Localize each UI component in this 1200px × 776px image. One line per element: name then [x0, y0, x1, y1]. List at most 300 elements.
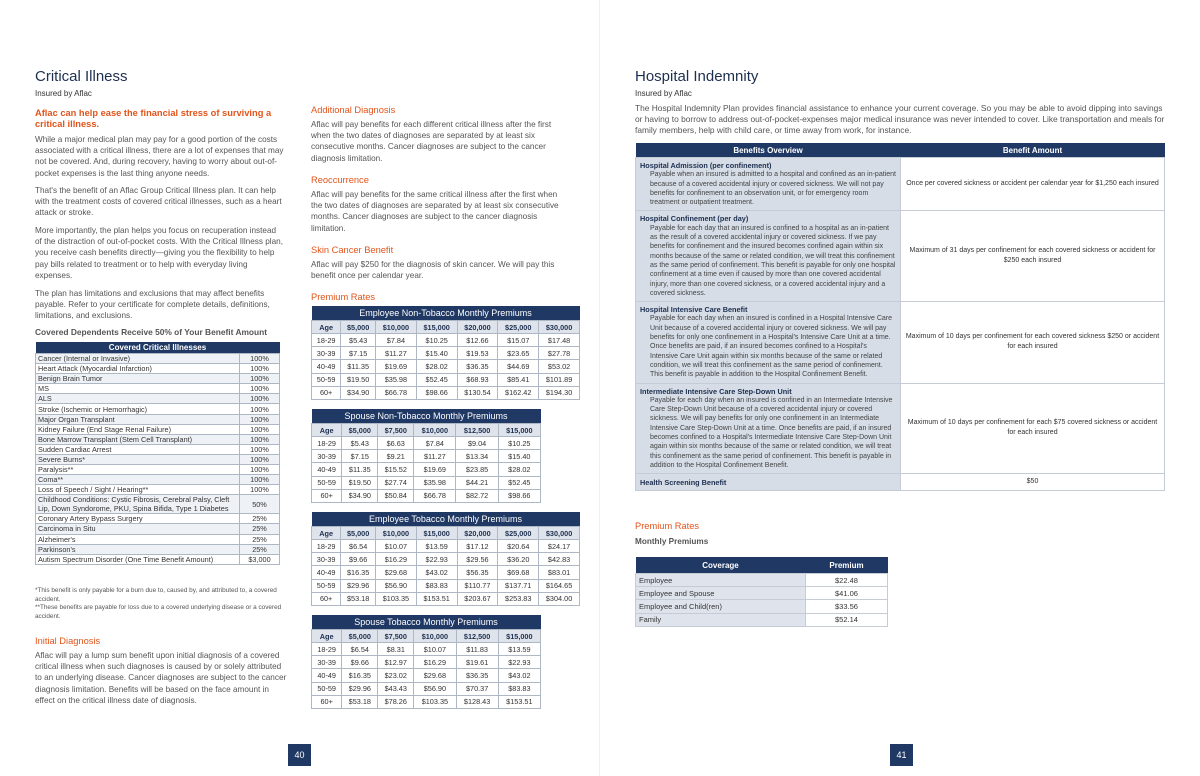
- ci-table-title: Covered Critical Illnesses: [36, 342, 280, 354]
- premium-value: $153.51: [498, 695, 540, 708]
- premium-value: $50.84: [378, 489, 414, 502]
- premium-value: $28.02: [498, 463, 540, 476]
- premium-value: $56.90: [414, 682, 456, 695]
- table-row: [36, 485, 280, 495]
- premium-value: $6.63: [378, 437, 414, 450]
- premium-value: $11.35: [341, 360, 376, 373]
- skin-cancer-title: Skin Cancer Benefit: [311, 245, 394, 255]
- benefit-amount: Maximum of 10 days per confinement for each $75 covered sickness or accident for each insured: [901, 383, 1165, 474]
- table-row: [636, 211, 1165, 302]
- reoccurrence-title: Reoccurrence: [311, 175, 369, 185]
- age-band: 50-59: [312, 476, 342, 489]
- premium-column-header: $10,000: [376, 527, 417, 540]
- illness-benefit-percent: 25%: [240, 524, 280, 534]
- skin-cancer-text: Aflac will pay $250 for the diagnosis of skin cancer. We will pay this benefit once per calendar year.: [311, 260, 555, 281]
- ci-paragraph-3: More importantly, the plan helps you focus on recuperation instead of the distraction of out-of-pocket costs. With the Critical Illness plan, you receive cash benefits directly—giving you the flexibility to help pay bills related to treatment or to help with everyday living expenses.: [35, 226, 284, 280]
- hospital-indemnity-intro: The Hospital Indemnity Plan provides financial assistance to enhance your current coverage. So you may be able to avoid dipping into savings or having to borrow to address out-of-pocket-expenses major medical insurance was never intended to cover. Like transportation and meals for family members, help with child care, or time away from work, for instance.: [635, 103, 1165, 136]
- premium-value: $78.26: [378, 695, 414, 708]
- premium-value: $98.66: [498, 489, 540, 502]
- premium-value: $83.83: [416, 579, 457, 592]
- premium-value: $29.68: [376, 566, 417, 579]
- table-row: [636, 158, 1165, 211]
- premium-value: $28.02: [416, 360, 457, 373]
- premium-value: $101.89: [539, 373, 580, 386]
- illness-name: ALS: [36, 394, 240, 404]
- premium-column-header: Age: [312, 321, 341, 334]
- premium-value: $44.21: [456, 476, 498, 489]
- premium-value: $11.83: [456, 643, 498, 656]
- premium-value: $34.90: [342, 489, 378, 502]
- premium-value: $8.31: [378, 643, 414, 656]
- illness-benefit-percent: 100%: [240, 374, 280, 384]
- premium-column-header: $7,500: [378, 630, 414, 643]
- premium-value: $164.65: [539, 579, 580, 592]
- page-number-40: 40: [288, 744, 311, 766]
- age-band: 40-49: [312, 566, 341, 579]
- premium-column-header: Age: [312, 527, 341, 540]
- premium-value: $7.84: [414, 437, 456, 450]
- premium-column-header: Age: [312, 424, 342, 437]
- premium-value: $12.97: [378, 656, 414, 669]
- table-row: [36, 374, 280, 384]
- premium-value: $9.04: [456, 437, 498, 450]
- table-row: [36, 475, 280, 485]
- ci-paragraph-4: The plan has limitations and exclusions that may affect benefits payable. Refer to your certificate for complete details, definitions, limitations, and exclusions.: [35, 289, 270, 321]
- coverage-premium: $22.48: [806, 574, 888, 587]
- illness-name: Alzheimer's: [36, 534, 240, 544]
- premium-table-title: Employee Tobacco Monthly Premiums: [312, 512, 580, 527]
- premium-column-header: Age: [312, 630, 342, 643]
- table-row: [312, 334, 580, 347]
- premium-value: $10.25: [498, 437, 540, 450]
- benefit-name: Intermediate Intensive Care Step-Down Unit: [640, 386, 792, 396]
- premium-value: $194.30: [539, 386, 580, 399]
- premium-column-header: $10,000: [376, 321, 417, 334]
- premium-value: $53.02: [539, 360, 580, 373]
- illness-name: Parkinson's: [36, 544, 240, 554]
- premium-value: $253.83: [498, 592, 539, 605]
- premium-value: $10.25: [416, 334, 457, 347]
- premium-value: $19.69: [414, 463, 456, 476]
- additional-diagnosis-title: Additional Diagnosis: [311, 105, 396, 115]
- premium-value: $153.51: [416, 592, 457, 605]
- illness-benefit-percent: 25%: [240, 544, 280, 554]
- page-gutter: [599, 0, 600, 776]
- initial-diagnosis-text: Aflac will pay a lump sum benefit upon initial diagnosis of a covered critical illness when such diagnoses is caused by or solely attributed to an underlying disease. Cancer diagnoses are subject to the cancer diagnosis limitation. Benefits will be based on the face amount in effect on the critical illness date of diagnosis.: [35, 651, 287, 705]
- premium-value: $69.68: [498, 566, 539, 579]
- benefit-description: Payable for each day that an insured is confined to a hospital as an in-patient as the result of a covered accidental injury or covered sickness. If we pay benefits for confinement and the insured becomes confined again within six months because of the same or related condition, we will treat this confinement as the same period of confinement. This benefit is payable for only one hospital confinement at a time even if caused by more than one covered accidental injury, more than one covered sickness, or a covered accidental injury and a covered sickness.: [650, 224, 896, 297]
- premium-value: $16.35: [341, 566, 376, 579]
- illness-benefit-percent: 100%: [240, 364, 280, 374]
- premium-table-title: Employee Non-Tobacco Monthly Premiums: [312, 306, 580, 321]
- illness-name: Paralysis**: [36, 465, 240, 475]
- table-row: [36, 454, 280, 464]
- premium-value: $29.56: [457, 553, 498, 566]
- footnote-burns: *This benefit is only payable for a burn due to, caused by, and attributed to, a covered accident.: [35, 587, 277, 603]
- illness-benefit-percent: 100%: [240, 384, 280, 394]
- illness-name: Childhood Conditions: Cystic Fibrosis, Cerebral Palsy, Cleft Lip, Down Syndorome, PKU, Spina Bifida, Type 1 Diabetes: [36, 495, 240, 514]
- premium-value: $56.90: [376, 579, 417, 592]
- coverage-premium: $33.56: [806, 600, 888, 613]
- initial-diagnosis-title: Initial Diagnosis: [35, 636, 101, 646]
- premium-value: $11.35: [342, 463, 378, 476]
- coverage-type: Family: [636, 613, 806, 626]
- illness-name: Major Organ Transplant: [36, 414, 240, 424]
- age-band: 18-29: [312, 334, 341, 347]
- premium-value: $11.27: [414, 450, 456, 463]
- table-row: [636, 474, 1165, 491]
- table-row: [36, 554, 280, 564]
- premium-value: $43.02: [416, 566, 457, 579]
- age-band: 50-59: [312, 373, 341, 386]
- premium-value: $137.71: [498, 579, 539, 592]
- benefit-amount: Maximum of 31 days per confinement for each covered sickness or accident for $250 each insured: [901, 211, 1165, 302]
- hi-premium-rates-title: Premium Rates: [635, 521, 700, 531]
- covered-dependents-heading: Covered Dependents Receive 50% of Your Benefit Amount: [35, 327, 268, 337]
- premium-value: $27.74: [378, 476, 414, 489]
- hospital-indemnity-insured-by: Insured by Aflac: [635, 89, 692, 98]
- illness-benefit-percent: 100%: [240, 354, 280, 364]
- benefit-description: Payable for each day when an insured is confined in a Hospital Intensive Care Unit because of a covered accidental injury or covered sickness. We will pay benefits for only one confinement in a Hospital's Intensive Care Unit at a time. Once benefits are paid, if an insured becomes confined to a Hospital's Intensive Care Unit again within six months because of the same or related condition, we will treat this confinement as the same period of confinement. This benefit is payable in addition to the Hospital Confinement Benefit.: [650, 315, 893, 379]
- table-row: [36, 394, 280, 404]
- age-band: 60+: [312, 592, 341, 605]
- premium-table: [311, 615, 541, 709]
- table-row: [312, 566, 580, 579]
- benefit-amount-header: Benefit Amount: [901, 143, 1165, 158]
- premium-value: $19.61: [456, 656, 498, 669]
- illness-name: Bone Marrow Transplant (Stem Cell Transplant): [36, 434, 240, 444]
- illness-benefit-percent: 25%: [240, 534, 280, 544]
- benefit-overview-cell: [636, 474, 901, 491]
- premium-column-header: $15,000: [416, 527, 457, 540]
- illness-benefit-percent: $3,000: [240, 554, 280, 564]
- table-row: [312, 669, 541, 682]
- hospital-indemnity-title: Hospital Indemnity: [635, 68, 759, 85]
- premium-value: $53.18: [342, 695, 378, 708]
- age-band: 40-49: [312, 669, 342, 682]
- premium-value: $29.68: [414, 669, 456, 682]
- benefit-amount: $50: [901, 474, 1165, 491]
- premium-value: $13.59: [416, 540, 457, 553]
- age-band: 30-39: [312, 553, 341, 566]
- premium-value: $43.02: [498, 669, 540, 682]
- premium-value: $11.27: [376, 347, 417, 360]
- premium-value: $98.66: [416, 386, 457, 399]
- ci-paragraph-1: While a major medical plan may pay for a good portion of the costs associated with a critical illness, there are a lot of expenses that may not be covered. And, during recovery, having to worry about out-of-pocket expenses is the last thing anyone needs.: [35, 135, 284, 178]
- table-row: [36, 544, 280, 554]
- premium-value: $24.17: [539, 540, 580, 553]
- premium-value: $6.54: [342, 643, 378, 656]
- premium-value: $68.93: [457, 373, 498, 386]
- premium-value: $82.72: [456, 489, 498, 502]
- illness-name: Autism Spectrum Disorder (One Time Benefit Amount): [36, 554, 240, 564]
- critical-illness-title: Critical Illness: [35, 68, 128, 85]
- table-row: [636, 600, 888, 613]
- illness-name: Loss of Speech / Sight / Hearing**: [36, 485, 240, 495]
- benefit-name: Hospital Admission (per confinement): [640, 161, 772, 170]
- age-band: 50-59: [312, 682, 342, 695]
- benefit-amount: Maximum of 10 days per confinement for each covered sickness $250 or accident for each insured: [901, 302, 1165, 383]
- premium-value: $15.40: [416, 347, 457, 360]
- illness-benefit-percent: 100%: [240, 424, 280, 434]
- premium-value: $44.69: [498, 360, 539, 373]
- illness-name: Kidney Failure (End Stage Renal Failure): [36, 424, 240, 434]
- table-row: [36, 495, 280, 514]
- age-band: 18-29: [312, 540, 341, 553]
- benefit-overview-cell: [636, 383, 901, 474]
- premium-column-header: $20,000: [457, 321, 498, 334]
- premium-value: $7.15: [341, 347, 376, 360]
- premium-value: $5.43: [341, 334, 376, 347]
- table-row: [36, 364, 280, 374]
- premium-column-header: $10,000: [414, 424, 456, 437]
- coverage-header: Coverage: [636, 557, 806, 574]
- premium-value: $5.43: [342, 437, 378, 450]
- premium-value: $35.98: [414, 476, 456, 489]
- premium-column-header: $30,000: [539, 321, 580, 334]
- premium-value: $15.07: [498, 334, 539, 347]
- table-row: [36, 404, 280, 414]
- coverage-type: Employee and Child(ren): [636, 600, 806, 613]
- table-row: [312, 437, 541, 450]
- premium-value: $13.59: [498, 643, 540, 656]
- premium-value: $27.78: [539, 347, 580, 360]
- table-row: [36, 534, 280, 544]
- premium-value: $17.12: [457, 540, 498, 553]
- table-row: [312, 489, 541, 502]
- illness-benefit-percent: 25%: [240, 514, 280, 524]
- premium-value: $16.29: [414, 656, 456, 669]
- premium-header: Premium: [806, 557, 888, 574]
- reoccurrence-text: Aflac will pay benefits for the same critical illness after the first when the two dates of diagnoses are separated by at least six consecutive months. Cancer diagnoses are subject to the cancer diagnosis limitation.: [311, 190, 559, 233]
- illness-benefit-percent: 100%: [240, 434, 280, 444]
- premium-value: $36.35: [456, 669, 498, 682]
- premium-value: $10.07: [414, 643, 456, 656]
- age-band: 60+: [312, 386, 341, 399]
- premium-value: $162.42: [498, 386, 539, 399]
- premium-value: $16.29: [376, 553, 417, 566]
- premium-value: $10.07: [376, 540, 417, 553]
- premium-value: $29.96: [341, 579, 376, 592]
- benefit-name: Hospital Confinement (per day): [640, 214, 749, 224]
- hospital-benefits-table: [635, 143, 1165, 491]
- illness-benefit-percent: 50%: [240, 495, 280, 514]
- illness-name: Cancer (Internal or Invasive): [36, 354, 240, 364]
- premium-value: $19.50: [341, 373, 376, 386]
- premium-value: $7.15: [342, 450, 378, 463]
- premium-column-header: $15,000: [416, 321, 457, 334]
- age-band: 40-49: [312, 463, 342, 476]
- premium-value: $22.93: [416, 553, 457, 566]
- premium-column-header: $5,000: [341, 527, 376, 540]
- table-row: [312, 540, 580, 553]
- additional-diagnosis-text: Aflac will pay benefits for each different critical illness after the first when the two dates of diagnoses are separated by at least six consecutive months. Cancer diagnoses are subject to the cancer diagnosis limitation.: [311, 120, 552, 163]
- illness-name: Benign Brain Tumor: [36, 374, 240, 384]
- premium-value: $19.50: [342, 476, 378, 489]
- table-row: [36, 444, 280, 454]
- illness-name: Coronary Artery Bypass Surgery: [36, 514, 240, 524]
- table-row: [36, 434, 280, 444]
- premium-value: $34.90: [341, 386, 376, 399]
- illness-benefit-percent: 100%: [240, 485, 280, 495]
- benefit-overview-cell: [636, 158, 901, 211]
- benefits-overview-header: Benefits Overview: [636, 143, 901, 158]
- premium-column-header: $5,000: [342, 630, 378, 643]
- benefit-name: Health Screening Benefit: [640, 477, 727, 487]
- premium-value: $22.93: [498, 656, 540, 669]
- premium-value: $110.77: [457, 579, 498, 592]
- premium-value: $13.34: [456, 450, 498, 463]
- premium-rates-title: Premium Rates: [311, 292, 376, 302]
- premium-value: $304.00: [539, 592, 580, 605]
- table-row: [312, 695, 541, 708]
- premium-value: $43.43: [378, 682, 414, 695]
- table-row: [312, 347, 580, 360]
- benefit-description: Payable when an insured is admitted to a hospital and confined as an in-patient because of a covered accidental injury or covered sickness. We will not pay benefits for confinement to an observation unit, or for emergency room treatment or outpatient treatment.: [650, 171, 896, 207]
- page-number-41: 41: [890, 744, 913, 766]
- premium-value: $128.43: [456, 695, 498, 708]
- premium-column-header: $12,500: [456, 630, 498, 643]
- premium-value: $23.85: [456, 463, 498, 476]
- premium-value: $103.35: [376, 592, 417, 605]
- benefit-name: Hospital Intensive Care Benefit: [640, 305, 748, 315]
- premium-value: $83.83: [498, 682, 540, 695]
- critical-illness-headline: Aflac can help ease the financial stress of surviving a critical illness.: [35, 108, 272, 129]
- premium-value: $52.45: [498, 476, 540, 489]
- coverage-premium: $52.14: [806, 613, 888, 626]
- age-band: 18-29: [312, 643, 342, 656]
- table-row: [312, 592, 580, 605]
- premium-value: $56.35: [457, 566, 498, 579]
- table-row: [312, 682, 541, 695]
- table-row: [36, 384, 280, 394]
- premium-table: [311, 512, 580, 606]
- premium-column-header: $15,000: [498, 424, 540, 437]
- benefit-overview-cell: [636, 211, 901, 302]
- premium-value: $9.21: [378, 450, 414, 463]
- premium-value: $23.02: [378, 669, 414, 682]
- premium-value: $20.64: [498, 540, 539, 553]
- coverage-type: Employee: [636, 574, 806, 587]
- age-band: 30-39: [312, 656, 342, 669]
- table-row: [636, 574, 888, 587]
- premium-value: $15.40: [498, 450, 540, 463]
- table-row: [312, 553, 580, 566]
- premium-value: $6.54: [341, 540, 376, 553]
- benefit-amount: Once per covered sickness or accident per calendar year for $1,250 each insured: [901, 158, 1165, 211]
- age-band: 30-39: [312, 450, 342, 463]
- table-row: [312, 476, 541, 489]
- premium-value: $53.18: [341, 592, 376, 605]
- table-row: [312, 386, 580, 399]
- illness-name: Coma**: [36, 475, 240, 485]
- premium-column-header: $5,000: [341, 321, 376, 334]
- premium-table-title: Spouse Tobacco Monthly Premiums: [312, 615, 541, 630]
- table-row: [36, 354, 280, 364]
- illness-benefit-percent: 100%: [240, 414, 280, 424]
- table-row: [36, 414, 280, 424]
- critical-illness-insured-by: Insured by Aflac: [35, 89, 92, 98]
- premium-column-header: $30,000: [539, 527, 580, 540]
- premium-value: $42.83: [539, 553, 580, 566]
- ci-paragraph-2: That's the benefit of an Aflac Group Critical Illness plan. It can help with the treatment costs of covered critical illnesses, such as a heart attack or stroke.: [35, 186, 282, 218]
- table-row: [636, 302, 1165, 383]
- table-row: [312, 360, 580, 373]
- illness-benefit-percent: 100%: [240, 404, 280, 414]
- premium-value: $130.54: [457, 386, 498, 399]
- premium-column-header: $10,000: [414, 630, 456, 643]
- premium-column-header: $25,000: [498, 321, 539, 334]
- age-band: 60+: [312, 695, 342, 708]
- illness-name: MS: [36, 384, 240, 394]
- premium-value: $70.37: [456, 682, 498, 695]
- illness-name: Severe Burns*: [36, 454, 240, 464]
- premium-value: $9.66: [342, 656, 378, 669]
- age-band: 18-29: [312, 437, 342, 450]
- premium-value: $19.53: [457, 347, 498, 360]
- table-row: [312, 579, 580, 592]
- premium-column-header: $25,000: [498, 527, 539, 540]
- illness-benefit-percent: 100%: [240, 475, 280, 485]
- benefit-description: Payable for each day when an insured is confined in an Intermediate Intensive Care Step-Down Unit because of a covered accidental injury or covered sickness. We will pay benefits for only one confinement in an Intermediate Intensive Care Step-Down Unit at a time. Once benefits are paid, if an insured becomes confined to a Hospital's Intermediate Intensive Care Step-Down Unit again within six months because of the same or related condition, we will treat this confinement as the same period of confinement. This benefit is payable in addition to the Hospital Confinement Benefit.: [650, 396, 893, 469]
- premium-column-header: $5,000: [342, 424, 378, 437]
- premium-table-title: Spouse Non-Tobacco Monthly Premiums: [312, 409, 541, 424]
- table-row: [636, 613, 888, 626]
- age-band: 50-59: [312, 579, 341, 592]
- premium-value: $36.35: [457, 360, 498, 373]
- table-row: [312, 373, 580, 386]
- table-row: [312, 450, 541, 463]
- illness-benefit-percent: 100%: [240, 465, 280, 475]
- premium-column-header: $7,500: [378, 424, 414, 437]
- table-row: [312, 463, 541, 476]
- premium-value: $16.35: [342, 669, 378, 682]
- table-row: [312, 656, 541, 669]
- premium-value: $35.98: [376, 373, 417, 386]
- illness-benefit-percent: 100%: [240, 394, 280, 404]
- table-row: [636, 383, 1165, 474]
- premium-column-header: $12,500: [456, 424, 498, 437]
- premium-value: $83.01: [539, 566, 580, 579]
- monthly-premiums-title: Monthly Premiums: [635, 537, 709, 546]
- table-row: [36, 514, 280, 524]
- premium-value: $7.84: [376, 334, 417, 347]
- premium-value: $36.20: [498, 553, 539, 566]
- covered-critical-illnesses-table: [35, 342, 280, 565]
- premium-table: [311, 409, 541, 503]
- coverage-type: Employee and Spouse: [636, 587, 806, 600]
- table-row: [36, 465, 280, 475]
- table-row: [312, 643, 541, 656]
- premium-value: $66.78: [414, 489, 456, 502]
- illness-name: Sudden Cardiac Arrest: [36, 444, 240, 454]
- premium-table: [311, 306, 580, 400]
- footnote-coverage: **These benefits are payable for loss due to a covered underlying disease or a covered accident.: [35, 604, 282, 620]
- premium-value: $52.45: [416, 373, 457, 386]
- age-band: 30-39: [312, 347, 341, 360]
- premium-column-header: $20,000: [457, 527, 498, 540]
- age-band: 40-49: [312, 360, 341, 373]
- table-row: [36, 524, 280, 534]
- coverage-premium: $41.06: [806, 587, 888, 600]
- illness-benefit-percent: 100%: [240, 454, 280, 464]
- age-band: 60+: [312, 489, 342, 502]
- premium-value: $17.48: [539, 334, 580, 347]
- illness-name: Stroke (Ischemic or Hemorrhagic): [36, 404, 240, 414]
- premium-value: $66.78: [376, 386, 417, 399]
- illness-name: Heart Attack (Myocardial Infarction): [36, 364, 240, 374]
- premium-value: $203.67: [457, 592, 498, 605]
